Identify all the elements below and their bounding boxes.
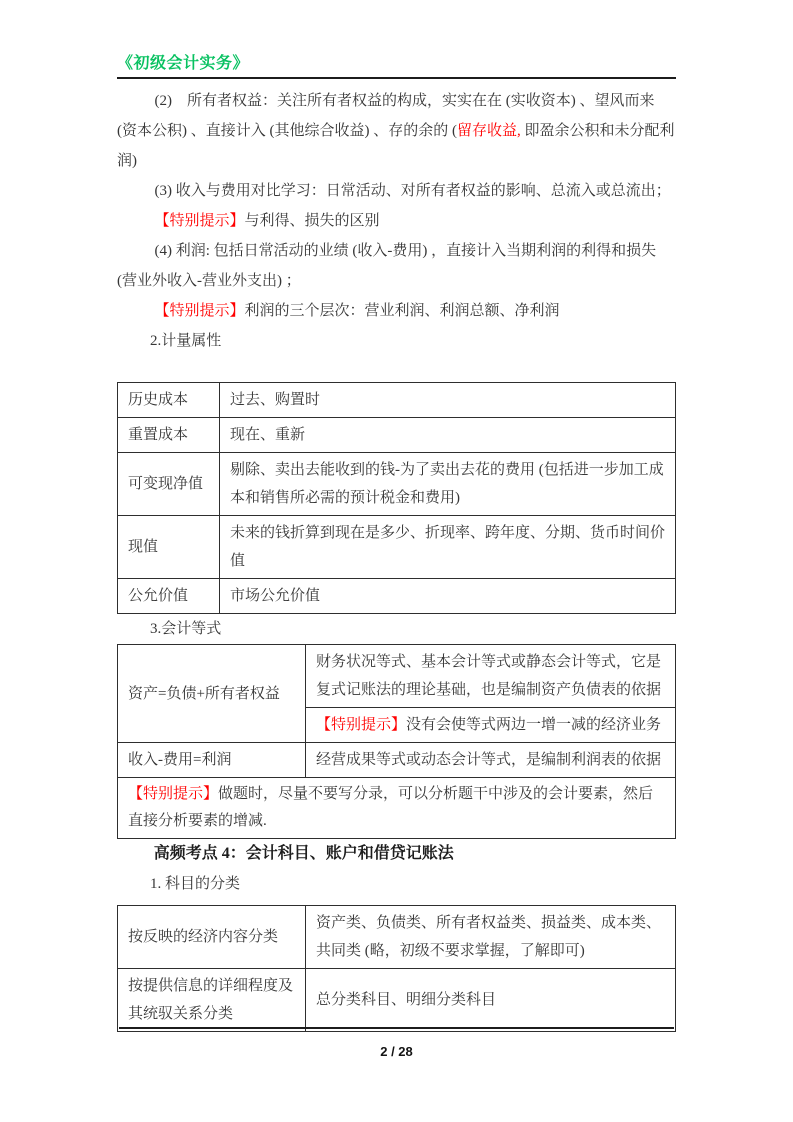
subject-classification-table <box>117 905 676 1032</box>
footer-divider-line <box>119 1027 674 1029</box>
table-row <box>118 743 676 778</box>
table-value-cell: 现在、重新 <box>220 418 676 453</box>
table-row <box>118 516 676 579</box>
table-row <box>118 645 676 708</box>
paragraph-text: (2) 所有者权益：关注所有者权益的构成，实实在在 (实收资本) 、望风而来 (资本公积) 、直接计入 (其他综合收益) 、存的余的 ( <box>117 93 655 139</box>
table-row <box>118 579 676 614</box>
table-value-cell: 市场公允价值 <box>220 579 676 614</box>
table-label-cell: 资产=负债+所有者权益 <box>118 645 306 743</box>
table-label-cell: 按提供信息的详细程度及其统驭关系分类 <box>118 969 306 1032</box>
table-label-cell: 重置成本 <box>118 418 220 453</box>
special-tip-text: 没有会使等式两边一增一减的经济业务 <box>406 717 662 733</box>
table-label-cell: 历史成本 <box>118 383 220 418</box>
table-row <box>118 418 676 453</box>
document-body <box>117 86 676 1032</box>
special-tip-label: 【特别提示】 <box>128 786 219 802</box>
table-row <box>118 969 676 1032</box>
paragraph-text: 即盈余公积和未分配利润) <box>117 123 675 169</box>
page-number: 2 / 28 <box>380 1044 413 1059</box>
measurement-attributes-table <box>117 382 676 614</box>
table-row <box>118 453 676 516</box>
paragraph-owners-equity <box>117 86 676 176</box>
accounting-equation-table <box>117 644 676 839</box>
special-tip-2 <box>117 296 676 326</box>
special-tip-label: 【特别提示】 <box>154 213 245 229</box>
highlighted-term: 留存收益, <box>456 123 521 139</box>
header-divider-line <box>117 77 676 79</box>
table-value-cell: 未来的钱折算到现在是多少、折现率、跨年度、分期、货币时间价值 <box>220 516 676 579</box>
special-tip-text: 利润的三个层次：营业利润、利润总额、净利润 <box>244 303 560 319</box>
special-tip-label: 【特别提示】 <box>154 303 245 319</box>
special-tip-1 <box>117 206 676 236</box>
table-note-cell <box>118 778 676 839</box>
paragraph-profit: (4) 利润: 包括日常活动的业绩 (收入-费用) ，直接计入当期利润的利得和损失 (营业外收入-营业外支出) ； <box>117 243 657 289</box>
table-value-cell: 财务状况等式、基本会计等式或静态会计等式，它是复式记账法的理论基础，也是编制资产负债表的依据 <box>306 645 676 708</box>
table-row <box>118 383 676 418</box>
table-label-cell: 现值 <box>118 516 220 579</box>
table-tip-cell <box>306 708 676 743</box>
table-label-cell: 可变现净值 <box>118 453 220 516</box>
table-label-cell: 按反映的经济内容分类 <box>118 906 306 969</box>
table-value-cell: 经营成果等式或动态会计等式，是编制利润表的依据 <box>306 743 676 778</box>
table-label-cell: 收入-费用=利润 <box>118 743 306 778</box>
table-value-cell: 过去、购置时 <box>220 383 676 418</box>
section-heading-measurement: 2.计量属性 <box>150 333 222 349</box>
sub-heading-classification: 1. 科目的分类 <box>150 876 241 892</box>
document-header-title: 《初级会计实务》 <box>117 55 250 72</box>
table-row <box>118 906 676 969</box>
table-row <box>118 778 676 839</box>
table-value-cell: 总分类科目、明细分类科目 <box>306 969 676 1032</box>
special-tip-text: 做题时，尽量不要写分录，可以分析题干中涉及的会计要素，然后直接分析要素的增减. <box>128 786 654 829</box>
paragraph-income-expense: (3) 收入与费用对比学习：日常活动、对所有者权益的影响、总流入或总流出； <box>154 183 671 199</box>
table-label-cell: 公允价值 <box>118 579 220 614</box>
special-tip-label: 【特别提示】 <box>316 717 407 733</box>
topic-heading: 高频考点 4：会计科目、账户和借贷记账法 <box>153 845 454 862</box>
table-value-cell: 资产类、负债类、所有者权益类、损益类、成本类、共同类 (略，初级不要求掌握，了解即可) <box>306 906 676 969</box>
table-value-cell: 剔除、卖出去能收到的钱-为了卖出去花的费用 (包括进一步加工成本和销售所必需的预计税金和费用) <box>220 453 676 516</box>
special-tip-text: 与利得、损失的区别 <box>244 213 380 229</box>
section-heading-equation: 3.会计等式 <box>150 621 222 637</box>
